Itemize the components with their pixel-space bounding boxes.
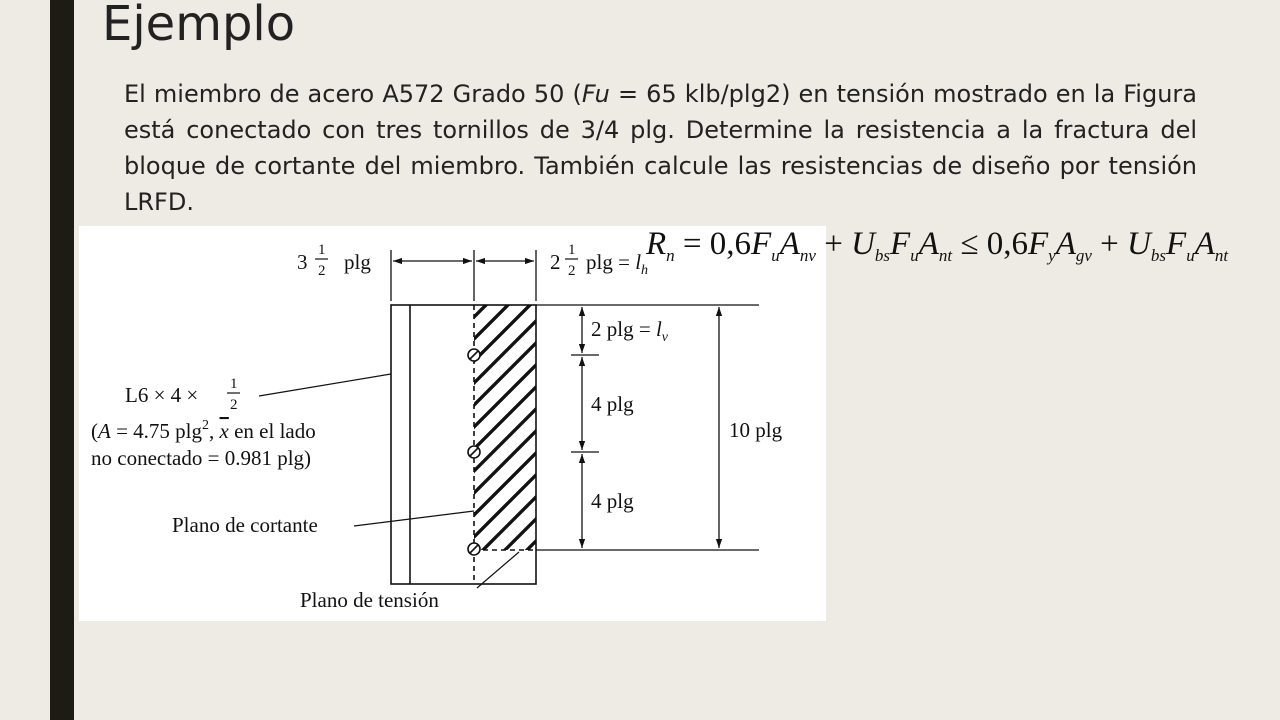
formula-term-3: ≤ 0,6 <box>952 226 1028 262</box>
formula-a1-sub: nv <box>799 246 816 265</box>
formula-term-2: + <box>815 226 852 262</box>
angle-area-value: = 4.75 plg <box>110 419 203 443</box>
dim-total: 10 plg <box>729 418 783 442</box>
formula-f3-sub: y <box>1048 246 1056 265</box>
formula-f2-sub: u <box>910 246 919 265</box>
formula-a4: A <box>1194 226 1215 262</box>
angle-fraction-numerator: 1 <box>230 376 238 392</box>
angle-fraction-denominator: 2 <box>230 397 238 413</box>
angle-area-line <box>91 418 316 443</box>
dim-left-unit: plg <box>344 250 371 274</box>
formula-u1-sub: bs <box>874 246 891 265</box>
bolt-1-icon <box>468 349 480 361</box>
formula-u2-sub: bs <box>1150 246 1167 265</box>
dim-top-gap-text: 2 plg = <box>591 317 656 341</box>
problem-text-part-2: = 65 klb/plg2) en tensión mostrado en la Figura está conectado con tres tornillos de 3/4 plg. Determine la resistencia a la fractura del bloque de cortante del miembro. También calcule las resistencias de diseño por tensión LRFD. <box>124 80 1197 216</box>
dim-top-gap-sub: v <box>661 330 668 345</box>
dim-lv-label <box>591 317 669 345</box>
dim-left-whole: 3 <box>297 250 308 274</box>
dim-left-numerator: 1 <box>318 242 326 258</box>
formula-f2: F <box>890 226 911 262</box>
formula-f4-sub: u <box>1186 246 1195 265</box>
formula-lhs: R <box>646 226 667 262</box>
formula-a2: A <box>918 226 939 262</box>
formula-a3-sub: gv <box>1075 246 1092 265</box>
bolt-2-icon <box>468 446 480 458</box>
formula-term-4: + <box>1091 226 1128 262</box>
formula-f3: F <box>1027 226 1049 262</box>
formula-a1: A <box>779 226 800 262</box>
problem-statement <box>124 76 1197 220</box>
formula-a4-sub: nt <box>1214 246 1229 265</box>
dim-top-gap-var: l <box>655 317 662 341</box>
problem-text-part-1: El miembro de acero A572 Grado 50 ( <box>124 80 582 108</box>
formula-u2: U <box>1127 226 1151 262</box>
dim-right-numerator: 1 <box>568 242 576 258</box>
angle-xbar: x <box>219 419 229 443</box>
slide-title: Ejemplo <box>102 0 296 52</box>
dim-left-denominator: 2 <box>318 263 326 279</box>
dim-lh-label <box>586 250 648 278</box>
dim-spacing-2: 4 plg <box>591 489 634 513</box>
dim-right-whole: 2 <box>550 250 561 274</box>
dim-right-rest: plg = <box>586 250 636 274</box>
angle-area-var: A <box>98 419 111 443</box>
formula-f1: F <box>751 226 772 262</box>
dim-spacing-1: 4 plg <box>591 392 634 416</box>
angle-area-sep: , <box>209 419 220 443</box>
angle-area-open: ( <box>91 419 98 443</box>
leader-lines <box>259 374 519 588</box>
sidebar-accent-bar <box>50 0 74 720</box>
dim-right-sub: h <box>641 263 649 278</box>
formula-a2-sub: nt <box>938 246 953 265</box>
formula-u1: U <box>851 226 875 262</box>
angle-eccentricity-line: no conectado = 0.981 plg) <box>91 446 312 470</box>
fu-symbol: Fu <box>581 80 610 108</box>
angle-section-label: L6 × 4 × <box>125 383 199 407</box>
tension-plane-label: Plano de tensión <box>300 588 439 612</box>
formula-term-1: = 0,6 <box>674 226 752 262</box>
dim-right-var: l <box>635 250 642 274</box>
bolt-3-icon <box>468 543 480 555</box>
formula-lhs-sub: n <box>666 246 675 265</box>
shear-plane-label: Plano de cortante <box>172 513 318 537</box>
vertical-dimensions <box>536 305 759 550</box>
formula-f4: F <box>1166 226 1187 262</box>
formula-a3: A <box>1055 226 1076 262</box>
connection-drawing <box>79 226 826 621</box>
block-shear-hatch <box>462 237 554 621</box>
formula-f1-sub: u <box>771 246 780 265</box>
connection-figure <box>79 226 826 621</box>
top-dimensions <box>391 250 536 301</box>
angle-area-rest: en el lado <box>228 419 316 443</box>
block-shear-formula <box>646 222 1228 266</box>
dim-right-denominator: 2 <box>568 263 576 279</box>
angle-area-exp: 2 <box>202 418 210 433</box>
